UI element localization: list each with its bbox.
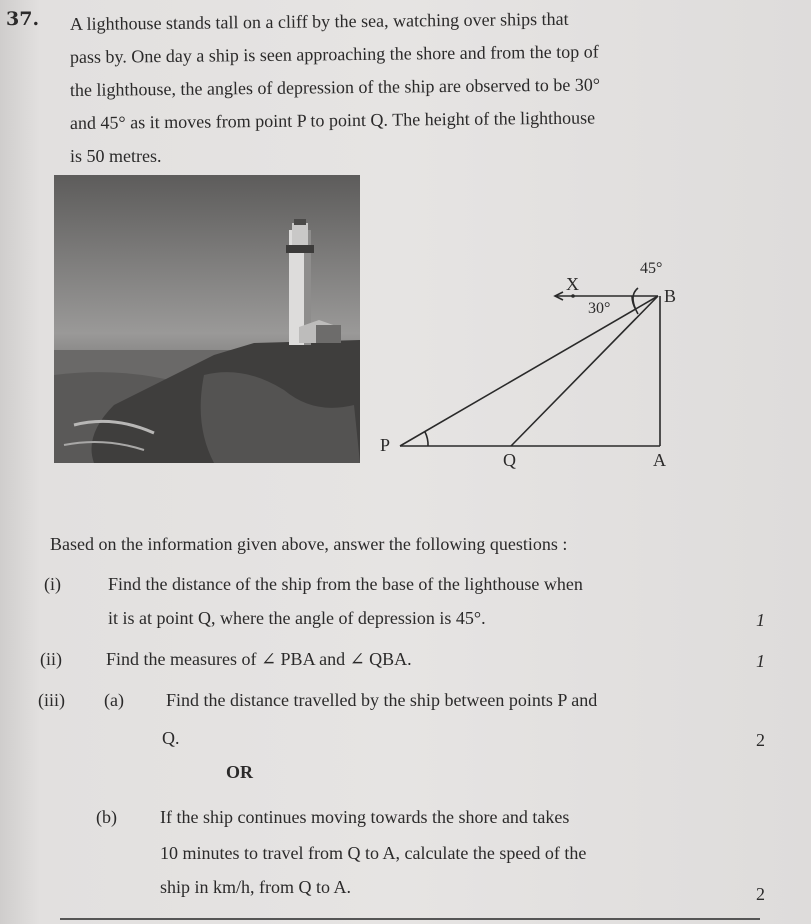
- question-stem: [70, 8, 720, 173]
- part-ii-line: Find the measures of ∠ PBA and ∠ QBA.: [106, 649, 412, 669]
- label-P: P: [380, 435, 391, 455]
- part-i-line: it is at point Q, where the angle of depression is 45°.: [108, 608, 486, 628]
- label-Q: Q: [503, 450, 516, 470]
- part-ii-marks: 1: [756, 651, 765, 671]
- part-iii-b-line: 10 minutes to travel from Q to A, calculate the speed of the: [160, 843, 587, 863]
- question-number: 37.: [6, 8, 40, 30]
- part-iii-b-line: If the ship continues moving towards the shore and takes: [160, 807, 570, 827]
- stem-line: the lighthouse, the angles of depression of the ship are observed to be 30°: [69, 74, 601, 100]
- or-separator: OR: [226, 762, 253, 782]
- stem-line: is 50 metres.: [70, 146, 162, 166]
- part-iii-a-label: (a): [104, 690, 124, 710]
- angle-45: 45°: [640, 260, 663, 277]
- part-i-marks: 1: [756, 610, 765, 630]
- label-A: A: [653, 450, 666, 470]
- part-i-line: Find the distance of the ship from the base of the lighthouse when: [108, 574, 583, 594]
- part-ii-label: (ii): [40, 649, 62, 669]
- instructions: Based on the information given above, answer the following questions :: [50, 534, 568, 554]
- stem-line: pass by. One day a ship is seen approaching the shore and from the top of: [69, 41, 599, 67]
- part-iii-b-label: (b): [96, 807, 117, 827]
- stem-line: and 45° as it moves from point P to point Q. The height of the lighthouse: [69, 107, 596, 133]
- part-i-label: (i): [44, 574, 61, 594]
- stem-line: A lighthouse stands tall on a cliff by the sea, watching over ships that: [69, 8, 569, 34]
- part-iii-a-line: Find the distance travelled by the ship between points P and: [166, 690, 598, 710]
- geometry-diagram: [370, 250, 700, 480]
- part-iii-b-line: ship in km/h, from Q to A.: [160, 877, 352, 897]
- label-B: B: [664, 286, 677, 306]
- triangle-diagram-icon: [370, 250, 700, 480]
- part-iii-a-marks: 2: [756, 730, 765, 750]
- bottom-rule: [60, 918, 760, 920]
- part-iii-b-marks: 2: [756, 884, 765, 904]
- label-X: X: [566, 274, 579, 294]
- part-iii-a-line: Q.: [162, 728, 180, 748]
- lighthouse-image-icon: [54, 175, 360, 463]
- part-iii-label: (iii): [38, 690, 65, 710]
- angle-30: 30°: [588, 300, 611, 317]
- lighthouse-photo: [54, 175, 360, 463]
